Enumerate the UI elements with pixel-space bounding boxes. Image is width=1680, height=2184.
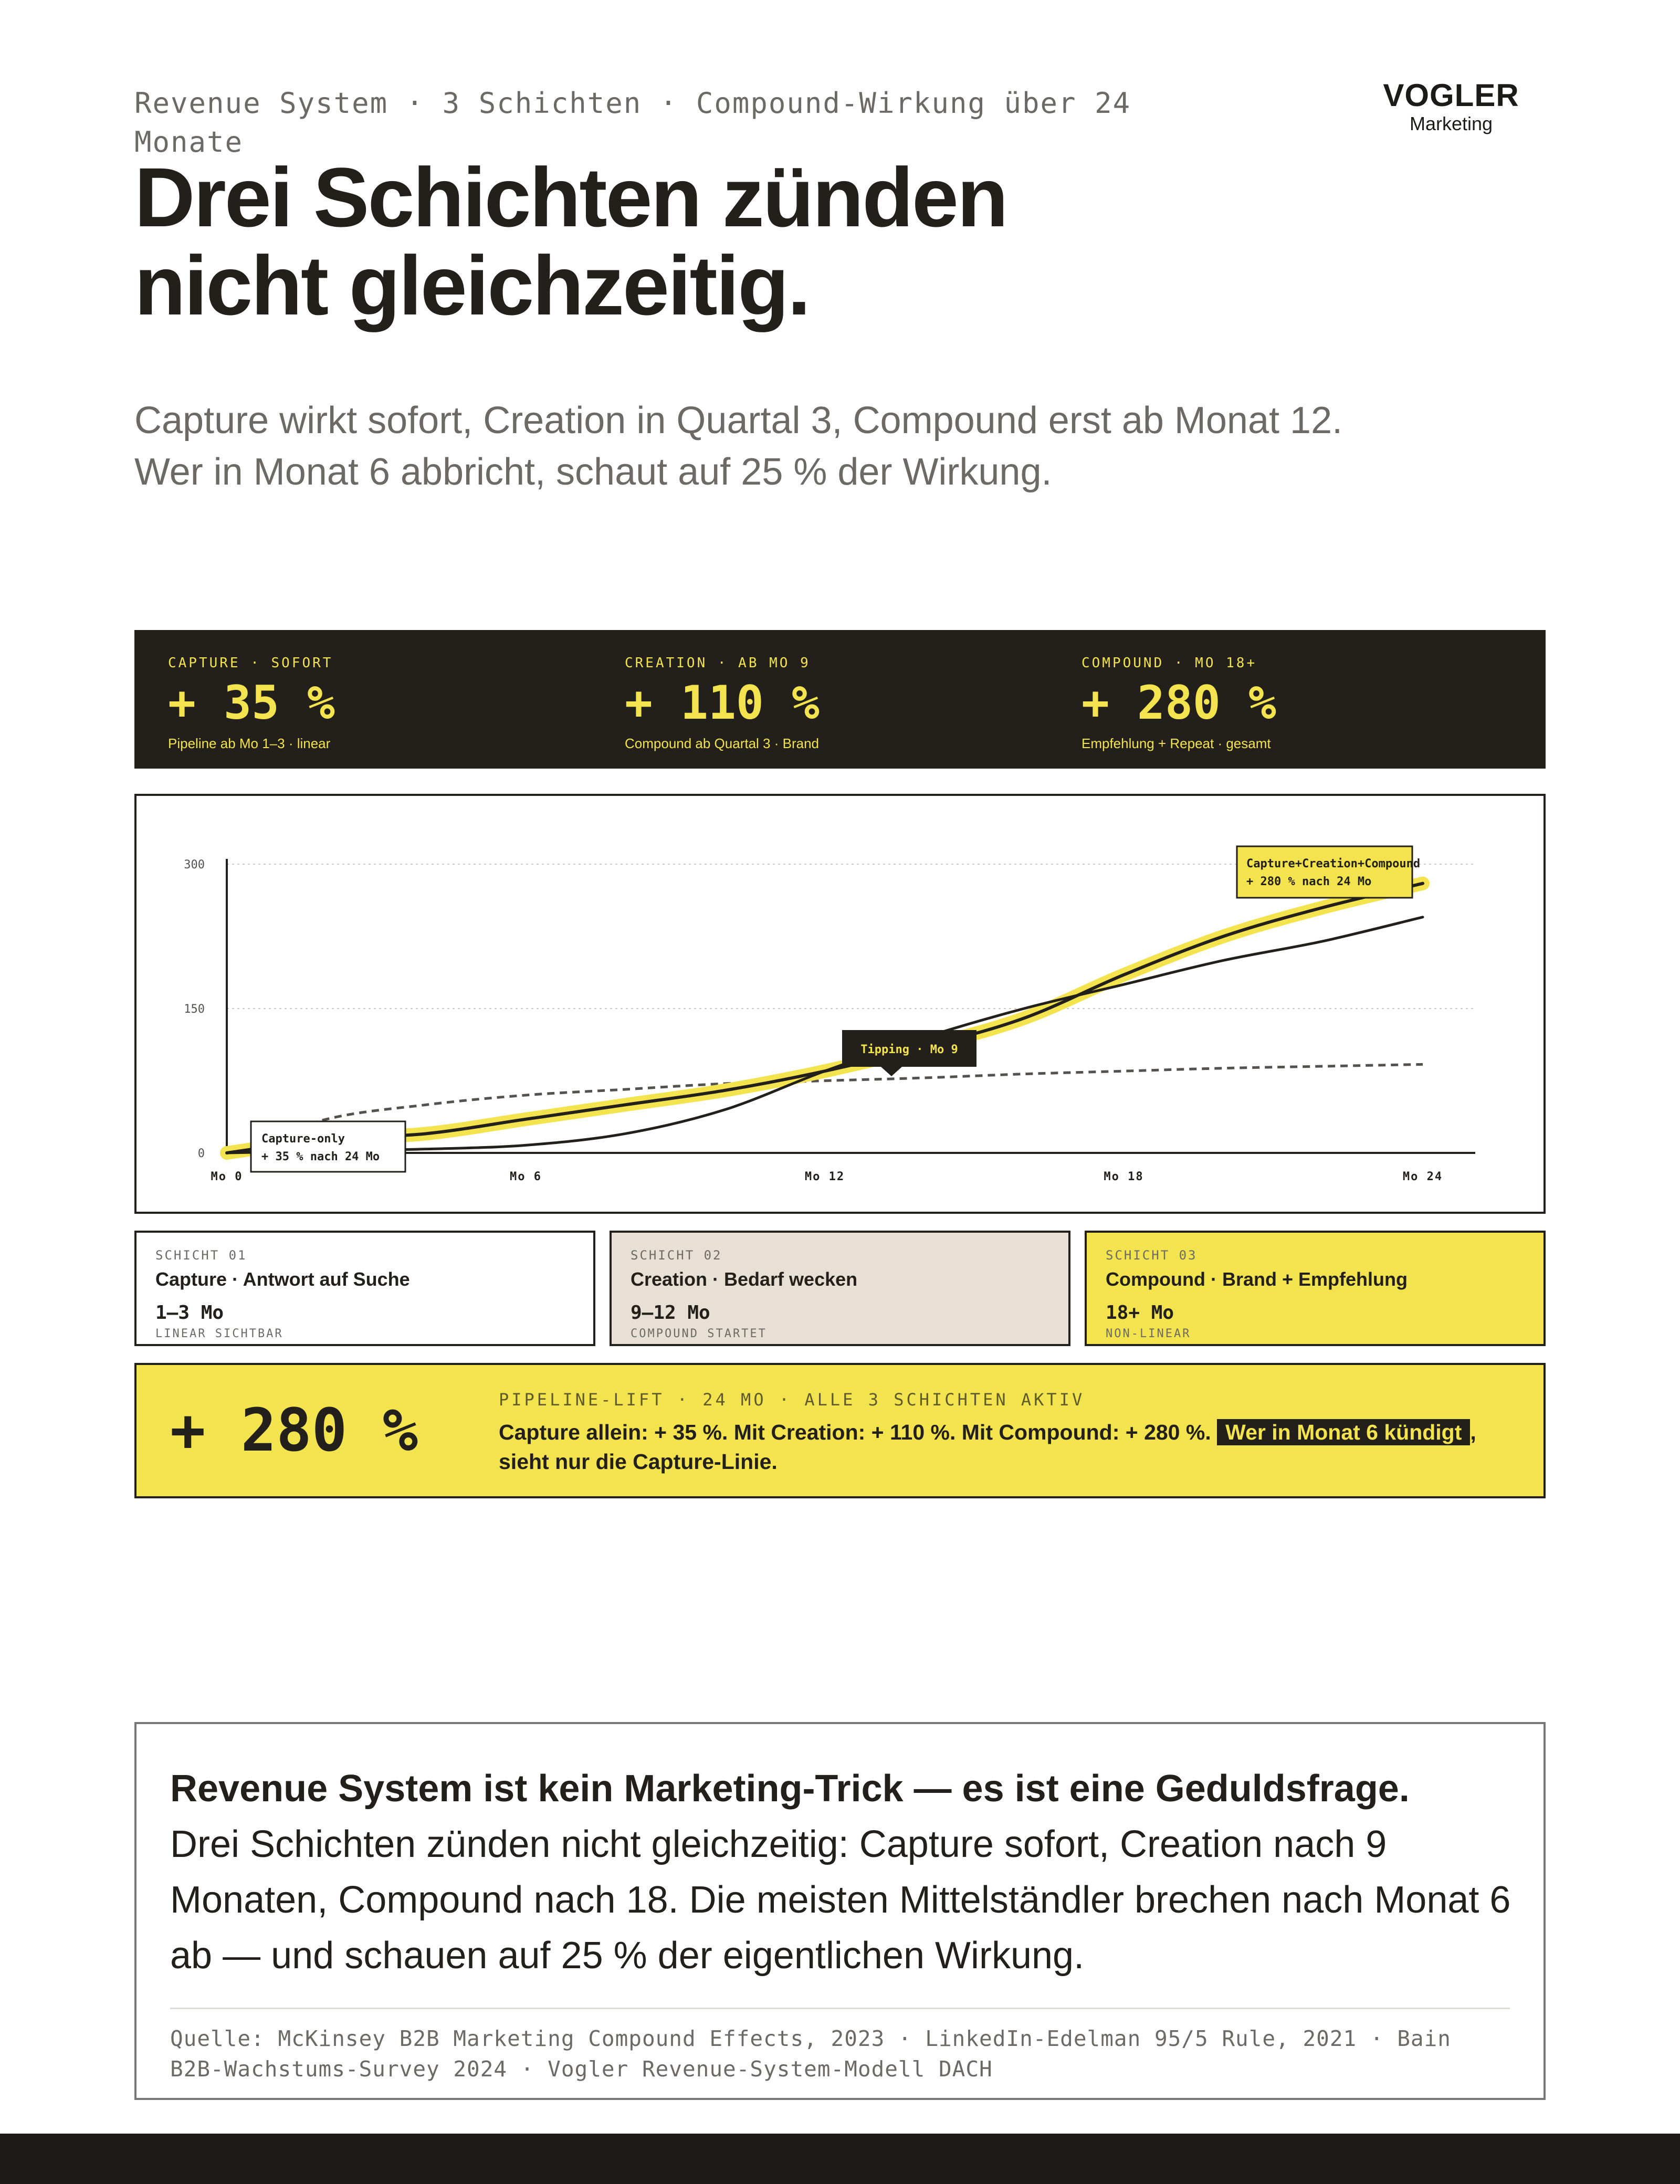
x-tick-label: Mo 0 <box>211 1170 243 1183</box>
layer-eyebrow: SCHICHT 01 <box>155 1248 247 1263</box>
headline-line-1: Drei Schichten zünden <box>134 150 1007 244</box>
x-tick-label: Mo 6 <box>510 1170 542 1183</box>
kpi-value: + 110 % <box>625 676 820 730</box>
annotation-tipping: Tipping · Mo 9 <box>860 1043 958 1056</box>
summary-value: + 280 % <box>170 1396 418 1465</box>
kpi-capture <box>168 654 335 753</box>
kpi-value: + 35 % <box>168 676 335 730</box>
kpi-band <box>134 630 1546 769</box>
growth-chart <box>136 796 1544 1212</box>
summary-text-after: , sieht nur die Capture-Linie. <box>499 1420 1476 1474</box>
kpi-value: + 280 % <box>1082 676 1276 730</box>
annotation-compound-line2: + 280 % nach 24 Mo <box>1246 875 1372 888</box>
series-line-creation <box>227 917 1423 1153</box>
logo-sub: Marketing <box>1409 113 1493 134</box>
lead-text <box>134 395 1552 498</box>
layer-title: Creation · Bedarf wecken <box>631 1268 858 1290</box>
x-tick-label: Mo 24 <box>1402 1170 1443 1183</box>
layer-card-creation <box>610 1231 1070 1346</box>
annotation-compound-line1: Capture+Creation+Compound <box>1246 857 1421 870</box>
headline <box>134 150 1394 332</box>
annotation-box-capture <box>251 1121 405 1172</box>
lead-line-2: Wer in Monat 6 abbricht, schaut auf 25 % der Wirkung. <box>134 451 1052 493</box>
summary-text-before: Capture allein: + 35 %. Mit Creation: + 110 %. Mit Compound: + 280 %. <box>499 1420 1211 1444</box>
layer-card-compound <box>1085 1231 1546 1346</box>
kpi-compound <box>1082 654 1276 753</box>
kpi-label: CAPTURE · SOFORT <box>168 655 333 671</box>
y-tick-label: 300 <box>184 858 205 872</box>
chart-card <box>134 794 1546 1214</box>
conclusion-card <box>134 1722 1546 2100</box>
brand-logo <box>1357 79 1546 135</box>
summary-text <box>499 1418 1528 1476</box>
y-tick-label: 0 <box>197 1147 205 1160</box>
kpi-label: COMPOUND · MO 18+ <box>1082 655 1257 671</box>
x-tick-label: Mo 12 <box>804 1170 845 1183</box>
kpi-note: Empfehlung + Repeat · gesamt <box>1082 736 1271 751</box>
y-tick-label: 150 <box>184 1003 205 1016</box>
conclusion-body: Drei Schichten zünden nicht gleichzeitig: Capture sofort, Creation nach 9 Monaten, Compound nach 18. Die meisten Mittelständler brechen nach Monat 6 ab — und schauen auf 25 % der eigentlichen Wirkung. <box>170 1823 1511 1977</box>
layer-timing: 18+ Mo <box>1106 1302 1174 1324</box>
source-note: Quelle: McKinsey B2B Marketing Compound Effects, 2023 · LinkedIn-Edelman 95/5 Rule, 2021 · Bain B2B-Wachstums-Survey 2024 · Vogler Revenue-System-Modell DACH <box>170 2026 1451 2082</box>
kpi-note: Pipeline ab Mo 1–3 · linear <box>168 736 331 751</box>
layer-tag: NON-LINEAR <box>1106 1327 1191 1340</box>
headline-line-2: nicht gleichzeitig. <box>134 238 810 332</box>
annotation-capture-line2: + 35 % nach 24 Mo <box>261 1150 380 1163</box>
eyebrow: Revenue System · 3 Schichten · Compound-Wirkung über 24 Monate <box>134 87 1131 159</box>
layer-tag: LINEAR SICHTBAR <box>155 1327 284 1340</box>
annotation-capture-line1: Capture-only <box>261 1132 345 1146</box>
lead-line-1: Capture wirkt sofort, Creation in Quartal 3, Compound erst ab Monat 12. <box>134 400 1343 442</box>
summary-eyebrow: PIPELINE-LIFT · 24 MO · ALLE 3 SCHICHTEN AKTIV <box>499 1390 1085 1410</box>
x-tick-label: Mo 18 <box>1104 1170 1144 1183</box>
annotation-pointer-tipping <box>881 1067 902 1076</box>
series-line-highlight <box>227 884 1423 1153</box>
kpi-note: Compound ab Quartal 3 · Brand <box>625 736 819 751</box>
kpi-creation <box>625 654 820 753</box>
layer-card-capture <box>134 1231 595 1346</box>
conclusion-title: Revenue System ist kein Marketing-Trick — es ist eine Geduldsfrage. <box>170 1768 1410 1810</box>
annotation-box-compound <box>1237 846 1412 898</box>
layer-eyebrow: SCHICHT 03 <box>1106 1248 1198 1263</box>
layer-timing: 9–12 Mo <box>631 1302 710 1324</box>
layer-title: Compound · Brand + Empfehlung <box>1106 1268 1408 1290</box>
layer-timing: 1–3 Mo <box>155 1302 224 1324</box>
divider <box>170 2008 1510 2009</box>
layer-tag: COMPOUND STARTET <box>631 1327 767 1340</box>
summary-highlight: Wer in Monat 6 kündigt <box>1217 1419 1470 1445</box>
kpi-label: CREATION · AB MO 9 <box>625 655 811 671</box>
layer-title: Capture · Antwort auf Suche <box>155 1268 410 1290</box>
bottom-bar <box>0 2134 1680 2184</box>
layer-eyebrow: SCHICHT 02 <box>631 1248 722 1263</box>
logo-name: VOGLER <box>1383 78 1519 113</box>
summary-bar <box>134 1363 1546 1498</box>
